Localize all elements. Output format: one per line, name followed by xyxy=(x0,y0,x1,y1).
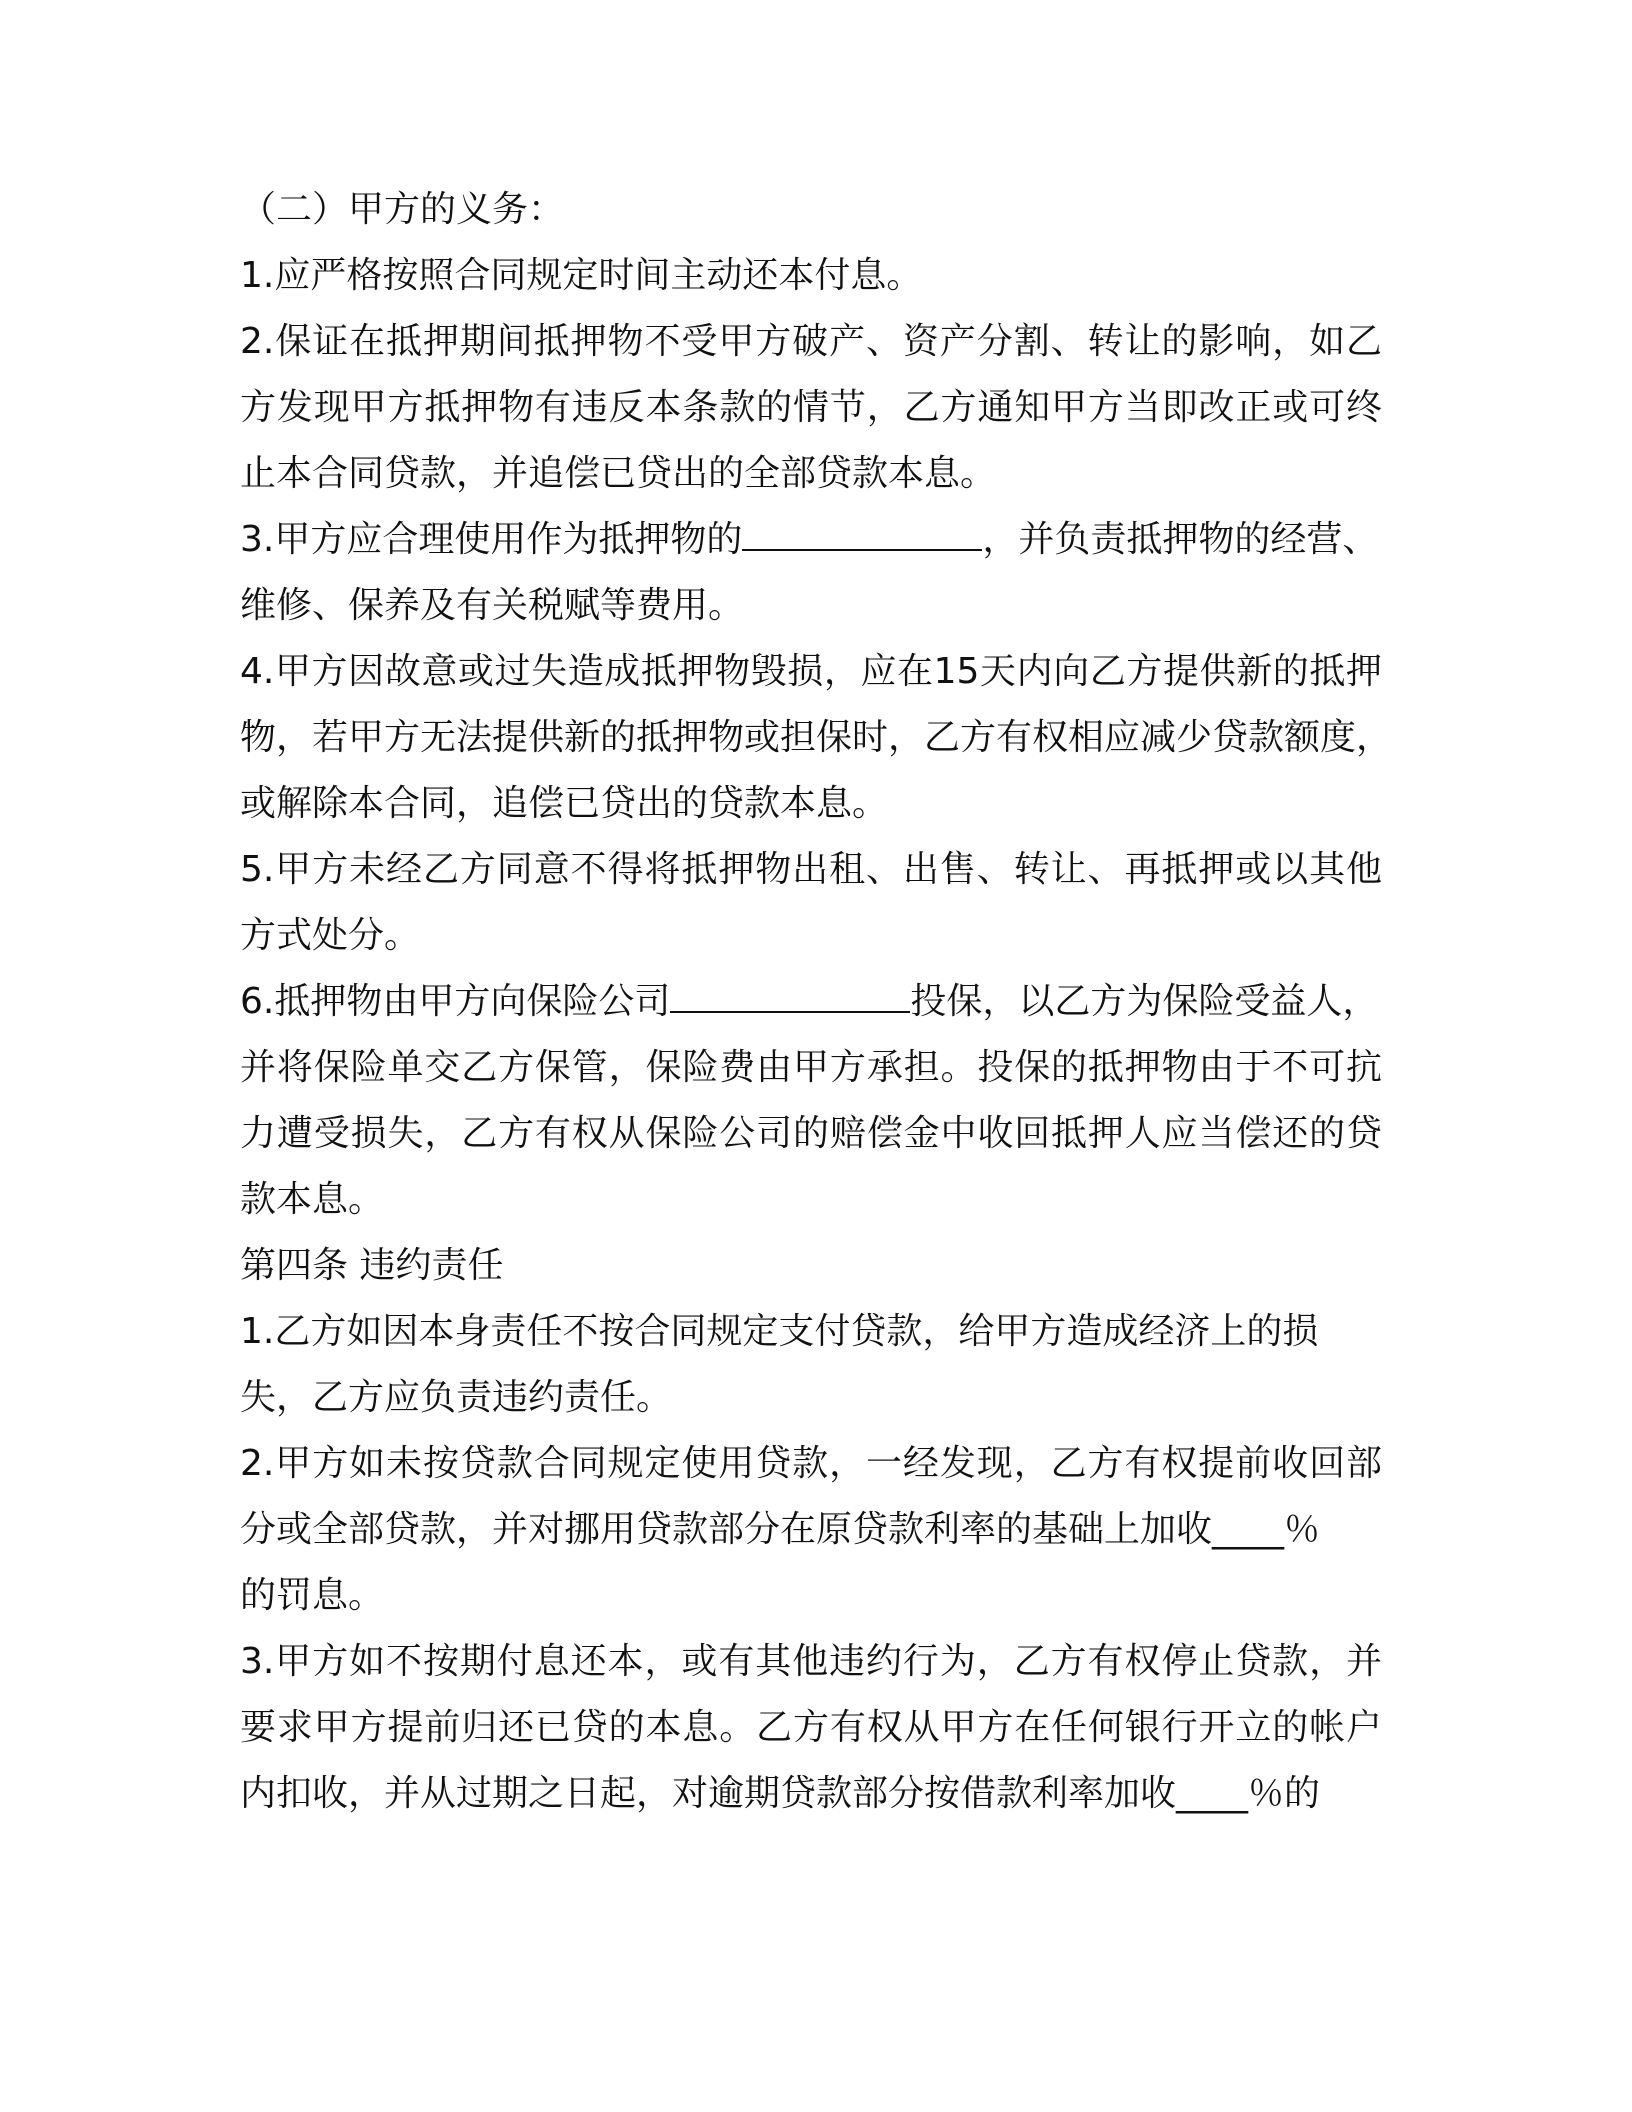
text-line-content: 4.甲方因故意或过失造成抵押物毁损，应在15天内向乙方提供新的抵押 xyxy=(240,651,1382,692)
text-line-content: 要求甲方提前归还已贷的本息。乙方有权从甲方在任何银行开立的帐户 xyxy=(240,1707,1382,1748)
section-heading: （二）甲方的义务： xyxy=(240,189,565,230)
text-line-content: 2.甲方如未按贷款合同规定使用贷款，一经发现，乙方有权提前收回部 xyxy=(240,1443,1382,1484)
text-line xyxy=(240,848,1382,892)
text-line xyxy=(240,1112,1382,1156)
text-line xyxy=(240,320,1382,364)
text-line: 款本息。 xyxy=(240,1179,385,1220)
text-line xyxy=(240,1706,1382,1750)
text-line-content: 方发现甲方抵押物有违反本条款的情节，乙方通知甲方当即改正或可终 xyxy=(240,387,1382,428)
text-line-content: 并将保险单交乙方保管，保险费由甲方承担。投保的抵押物由于不可抗 xyxy=(240,1047,1382,1088)
text-after-blank: ，并负责抵押物的经营、 xyxy=(982,519,1379,560)
text-line xyxy=(240,716,1393,760)
text-line-content: 5.甲方未经乙方同意不得将抵押物出租、出售、转让、再抵押或以其他 xyxy=(240,849,1382,890)
text-line-content: 力遭受损失，乙方有权从保险公司的赔偿金中收回抵押人应当偿还的贷 xyxy=(240,1113,1382,1154)
text-line xyxy=(240,1046,1382,1090)
text-line: 内扣收，并从过期之日起，对逾期贷款部分按借款利率加收____％的 xyxy=(240,1773,1321,1814)
text-before-blank: 3.甲方应合理使用作为抵押物的 xyxy=(240,519,743,560)
text-line-content: 2.保证在抵押期间抵押物不受甲方破产、资产分割、转让的影响，如乙 xyxy=(240,321,1382,362)
text-line-content: 3.甲方如不按期付息还本，或有其他违约行为，乙方有权停止贷款，并 xyxy=(240,1641,1382,1682)
text-line: 失，乙方应负责违约责任。 xyxy=(240,1377,673,1418)
text-line-with-blank xyxy=(240,980,1378,1024)
text-line: 分或全部贷款，并对挪用贷款部分在原贷款利率的基础上加收____％ xyxy=(240,1509,1321,1550)
text-line xyxy=(240,386,1382,430)
text-line xyxy=(240,1442,1382,1486)
text-line: 1.应严格按照合同规定时间主动还本付息。 xyxy=(240,255,923,296)
text-line: 方式处分。 xyxy=(240,915,421,956)
text-line xyxy=(240,1640,1382,1684)
text-line-with-blank xyxy=(240,518,1378,562)
text-line-content: 物，若甲方无法提供新的抵押物或担保时，乙方有权相应减少贷款额度， xyxy=(240,717,1393,758)
text-line: 的罚息。 xyxy=(240,1575,385,1616)
fill-in-blank xyxy=(742,519,982,551)
text-line: 止本合同贷款，并追偿已贷出的全部贷款本息。 xyxy=(240,453,997,494)
text-line: 维修、保养及有关税赋等费用。 xyxy=(240,585,745,626)
text-after-blank: 投保，以乙方为保险受益人， xyxy=(910,981,1379,1022)
fill-in-blank xyxy=(670,981,910,1013)
text-line xyxy=(240,650,1382,694)
text-line: 或解除本合同，追偿已贷出的贷款本息。 xyxy=(240,783,889,824)
article-heading: 第四条 违约责任 xyxy=(240,1245,504,1286)
text-before-blank: 6.抵押物由甲方向保险公司 xyxy=(240,981,671,1022)
text-line: 1.乙方如因本身责任不按合同规定支付贷款，给甲方造成经济上的损 xyxy=(240,1311,1319,1352)
